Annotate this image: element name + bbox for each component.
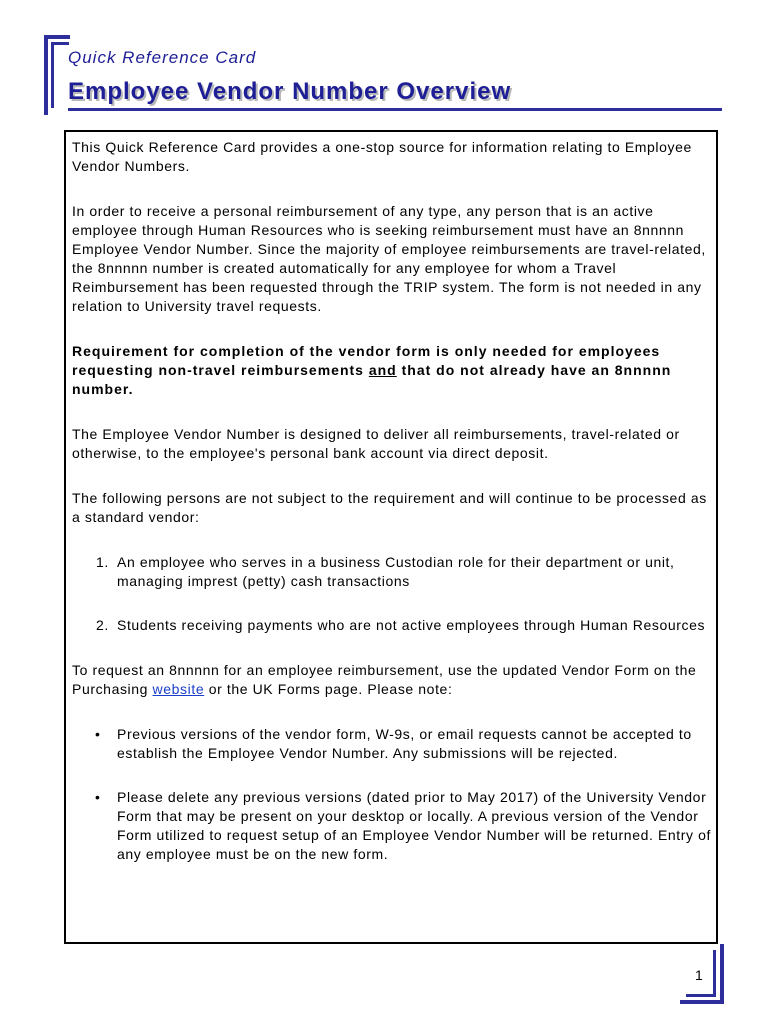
document-body	[72, 138, 712, 890]
list-item-text: Students receiving payments who are not active employees through Human Resources	[117, 617, 706, 633]
list-number: 2.	[96, 617, 109, 633]
notes-list	[72, 725, 712, 864]
document-title: Employee Vendor Number Overview	[68, 78, 512, 105]
bullet-icon: •	[95, 789, 101, 805]
page-number: 1	[695, 967, 703, 983]
website-link[interactable]: website	[152, 681, 205, 697]
request-text-a: To request an 8nnnnn for an employee reimbursement, use the updated Vendor Form on the Purchasing	[72, 662, 697, 697]
requirement-text-a: Requirement for completion of the vendor form is only needed for employees requesting non-travel reimbursements	[72, 343, 661, 378]
top-bracket-decoration	[51, 42, 54, 108]
bottom-bracket-decoration	[720, 944, 724, 1004]
list-item-text: An employee who serves in a business Custodian role for their department or unit, managing imprest (petty) cash transactions	[117, 554, 675, 589]
request-paragraph	[72, 661, 712, 699]
bullet-icon: •	[95, 726, 101, 742]
bottom-bracket-decoration	[686, 994, 716, 997]
requirement-text-b: that do not already have an 8nnnnn number.	[72, 362, 672, 397]
exemption-paragraph: The following persons are not subject to the requirement and will continue to be processed as a standard vendor:	[72, 490, 707, 525]
list-item	[72, 788, 712, 864]
bottom-bracket-decoration	[680, 1000, 724, 1004]
intro-paragraph: This Quick Reference Card provides a one-stop source for information relating to Employee Vendor Numbers.	[72, 139, 692, 174]
reimbursement-paragraph: In order to receive a personal reimbursement of any type, any person that is an active employee through Human Resources who is seeking reimbursement must have an 8nnnnn Employee Vendor Number. Since the majority of employee reimbursements are travel-related, the 8nnnnn number is created automatically for any employee for whom a Travel Reimbursement has been requested through the TRIP system. The form is not needed in any relation to University travel requests.	[72, 203, 706, 314]
requirement-underlined: and	[368, 362, 397, 378]
request-text-b: or the UK Forms page. Please note:	[204, 681, 453, 697]
requirement-paragraph	[72, 342, 712, 399]
document-subtitle: Quick Reference Card	[68, 48, 257, 67]
exemption-list	[72, 553, 712, 635]
list-item	[72, 553, 712, 591]
list-item-text: Please delete any previous versions (dated prior to May 2017) of the University Vendor Form that may be present on your desktop or locally. A previous version of the Vendor Form utilized to request setup of an Employee Vendor Number will be returned. Entry of any employee must be on the new form.	[117, 789, 711, 862]
top-bracket-decoration	[44, 35, 48, 115]
direct-deposit-paragraph: The Employee Vendor Number is designed to deliver all reimbursements, travel-related or otherwise, to the employee's personal bank account via direct deposit.	[72, 426, 680, 461]
list-item-text: Previous versions of the vendor form, W-9s, or email requests cannot be accepted to establish the Employee Vendor Number. Any submissions will be rejected.	[117, 726, 692, 761]
list-item	[72, 616, 712, 635]
bottom-bracket-decoration	[713, 950, 716, 997]
list-item	[72, 725, 712, 763]
list-number: 1.	[96, 554, 109, 570]
header-rule	[68, 108, 722, 111]
